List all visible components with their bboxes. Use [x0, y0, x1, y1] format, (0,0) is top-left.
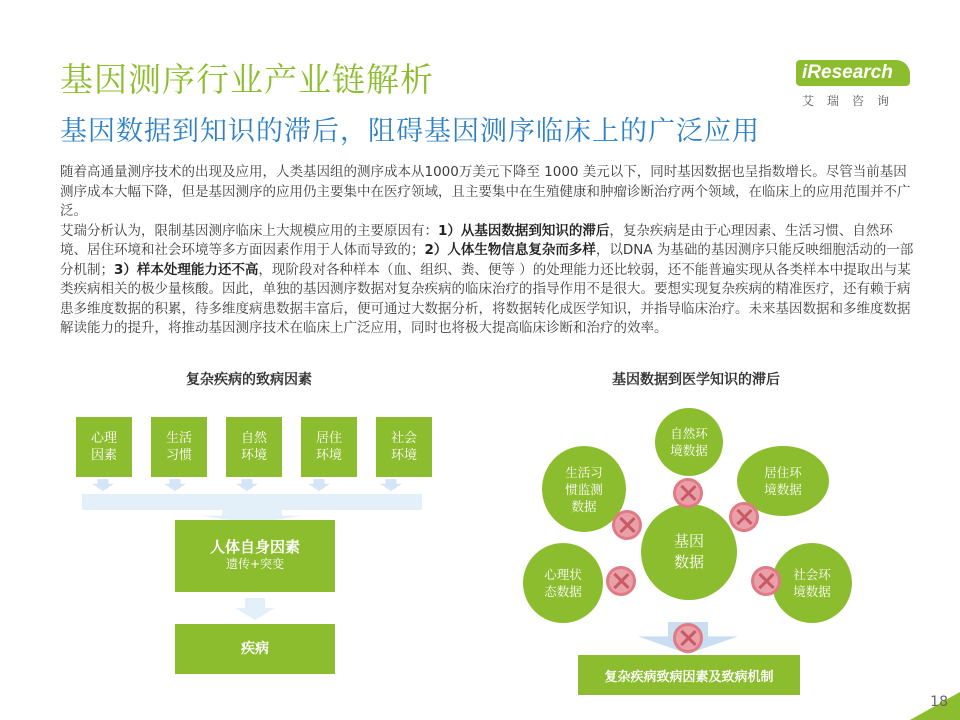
down-arrow-icon — [164, 479, 186, 491]
blocked-icon — [751, 566, 781, 596]
down-arrow-icon — [380, 479, 402, 491]
gene-data-circle: 基因 数据 — [641, 504, 737, 600]
logo-cn-text: 艾瑞咨询 — [802, 94, 903, 108]
node-social-env: 社会环 境数据 — [772, 543, 852, 623]
body-text — [60, 163, 915, 339]
factor-arrows — [92, 479, 402, 491]
factor-box-natural-env: 自然 环境 — [226, 417, 282, 477]
down-arrow-icon — [236, 479, 258, 491]
iresearch-logo — [796, 60, 916, 110]
blocked-icon — [606, 566, 636, 596]
blocked-icon — [729, 502, 759, 532]
logo-brand-text: iResearch — [802, 62, 893, 83]
mechanism-bar: 复杂疾病致病因素及致病机制 — [578, 655, 800, 695]
factor-box-lifestyle: 生活 习惯 — [151, 417, 207, 477]
node-psychological: 心理状 态数据 — [523, 543, 603, 623]
para2-reason2-detail: ，以DNA 为基础的基因测序只能反映细胞活动的一部分机制； — [60, 242, 914, 278]
body-paragraph-2 — [60, 222, 915, 339]
page-title: 基因测序行业产业链解析 — [60, 60, 434, 99]
page-number: 18 — [930, 694, 948, 710]
reason-2: 2）人体生物信息复杂而多样 — [424, 242, 596, 258]
factor-box-living-env: 居住 环境 — [301, 417, 357, 477]
para2-intro: 艾瑞分析认为，限制基因测序临床上大规模应用的主要原因有： — [60, 222, 438, 239]
factor-box-social-env: 社会 环境 — [376, 417, 432, 477]
down-arrow-icon — [308, 479, 330, 491]
human-factor-sub: 遗传+突变 — [225, 557, 285, 571]
down-arrow-icon — [92, 479, 114, 491]
page-subtitle: 基因数据到知识的滞后，阻碍基因测序临床上的广泛应用 — [60, 116, 760, 147]
para2-reason3-detail: ，现阶段对各种样本（血、组织、粪、便等 ）的处理能力还比较弱，还不能普遍实现从各类样本中提取出与某类疾病相关的极少量核酸。因此，单独的基因测序数据对复杂疾病的临床治疗的指导作用不是很大。要想实现复杂疾病的精准医疗，还有赖于病患多维度数据的积累，待多维度病患数据丰富后，便可通过大数据分析，将数据转化成医学知识，并指导临床治疗。未来基因数据和多维度数据解读能力的提升，将推动基因测序技术在临床上广泛应用，同时也将极大提高临床诊断和治疗的效率。 — [60, 261, 911, 336]
blocked-icon — [673, 478, 703, 508]
node-living-env: 居住环 境数据 — [737, 446, 829, 516]
human-factor-box — [175, 520, 335, 592]
blocked-icon — [673, 623, 703, 653]
body-paragraph-1: 随着高通量测序技术的出现及应用，人类基因组的测序成本从1000万美元下降至 1000 美元以下，同时基因数据也呈指数增长。尽管当前基因测序成本大幅下降，但是基因测序的应用仍主要集中在医疗领域，且主要集中在生殖健康和肿瘤诊断治疗两个领域，在临床上的应用范围并不广泛。 — [60, 164, 911, 219]
human-factor-label: 人体自身因素 — [209, 538, 300, 556]
para2-reason1-detail: ，复杂疾病是由于心理因素、生活习惯、自然环境、居住环境和社会环境等多方面因素作用于人体而导致的； — [60, 222, 893, 258]
merge-arrow — [82, 494, 422, 510]
left-diagram-title: 复杂疾病的致病因素 — [186, 372, 312, 388]
disease-box: 疾病 — [175, 624, 335, 674]
right-diagram-title: 基因数据到医学知识的滞后 — [612, 372, 780, 388]
node-lifestyle: 生活习 惯监测 数据 — [542, 446, 626, 532]
reason-1: 1）从基因数据到知识的滞后 — [438, 222, 610, 239]
down-arrow-icon — [235, 598, 275, 620]
node-natural-env: 自然环 境数据 — [655, 408, 723, 476]
blocked-icon — [612, 510, 642, 540]
reason-3: 3）样本处理能力还不高 — [114, 261, 259, 278]
factor-box-psychological: 心理 因素 — [76, 417, 132, 477]
